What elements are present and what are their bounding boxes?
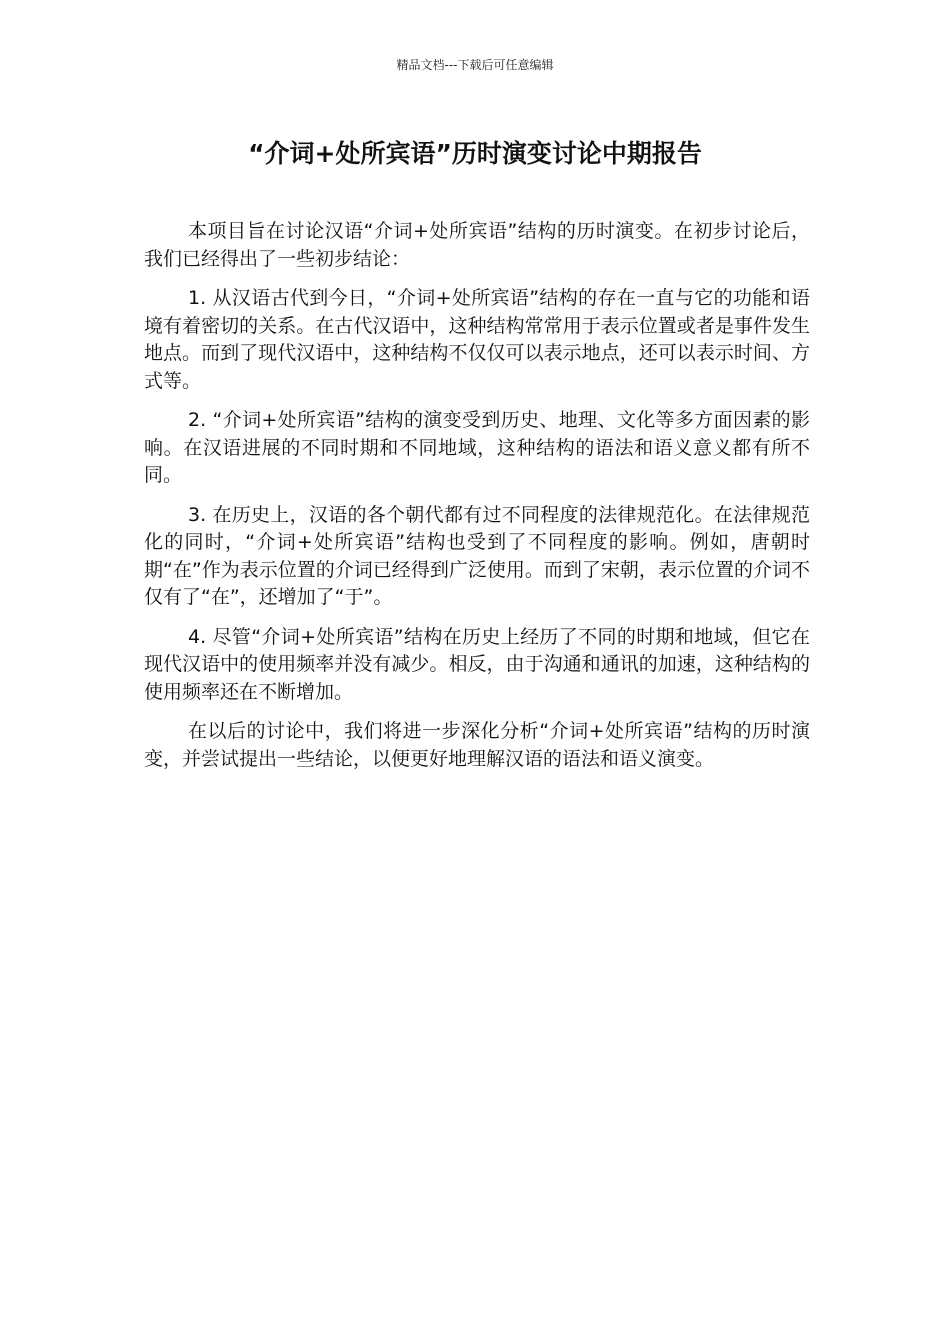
conclusion-1-paragraph: 1. 从汉语古代到今日，“介词+处所宾语”结构的存在一直与它的功能和语境有着密切的关系。在古代汉语中，这种结构常常用于表示位置或者是事件发生地点。而到了现代汉语中，这种结构不仅仅可以表示地点，还可以表示时间、方式等。 <box>144 287 810 392</box>
conclusion-3-paragraph: 3. 在历史上，汉语的各个朝代都有过不同程度的法律规范化。在法律规范化的同时，“介词+处所宾语”结构也受到了不同程度的影响。例如，唐朝时期“在”作为表示位置的介词已经得到广泛使用。而到了宋朝，表示位置的介词不仅有了“在”，还增加了“于”。 <box>144 503 810 608</box>
header-note: 精品文档---下载后可任意编辑 <box>396 58 554 72</box>
intro-paragraph: 本项目旨在讨论汉语“介词+处所宾语”结构的历时演变。在初步讨论后，我们已经得出了一些初步结论： <box>144 220 810 270</box>
document-title: “介词+处所宾语”历时演变讨论中期报告 <box>248 139 702 168</box>
closing-paragraph: 在以后的讨论中，我们将进一步深化分析“介词+处所宾语”结构的历时演变，并尝试提出一些结论，以便更好地理解汉语的语法和语义演变。 <box>144 720 810 770</box>
conclusion-2-paragraph: 2. “介词+处所宾语”结构的演变受到历史、地理、文化等多方面因素的影响。在汉语进展的不同时期和不同地域，这种结构的语法和语义意义都有所不同。 <box>144 409 810 486</box>
document-body <box>144 218 810 785</box>
conclusion-4-paragraph: 4. 尽管“介词+处所宾语”结构在历史上经历了不同的时期和地域，但它在现代汉语中的使用频率并没有减少。相反，由于沟通和通讯的加速，这种结构的使用频率还在不断增加。 <box>144 625 810 703</box>
